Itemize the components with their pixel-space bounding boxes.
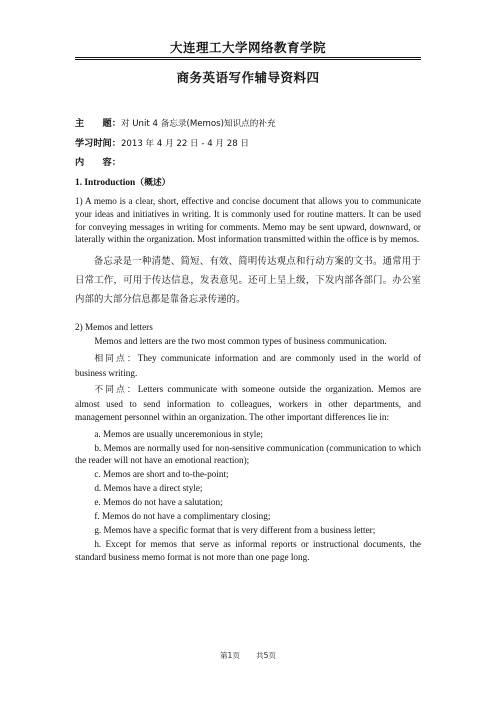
document-body — [75, 118, 421, 565]
list-item: d. Memos have a direct style; — [94, 483, 203, 494]
topic-label: 主 题： — [75, 118, 121, 129]
differences-list — [75, 428, 421, 564]
topic-value: 对 Unit 4 备忘录(Memos)知识点的补充 — [120, 119, 276, 129]
list-item: e. Memos do not have a salutation; — [94, 497, 223, 508]
study-time-value: 2013 年 4 月 22 日 - 4 月 28 日 — [120, 138, 250, 149]
similarities-text: They communicate information and are commonly used in the world of business writing. — [75, 352, 421, 378]
document-title: 商务英语写作辅导资料四 — [176, 70, 320, 85]
page-footer — [0, 650, 496, 661]
differences-paragraph — [75, 383, 421, 425]
content-row — [75, 157, 421, 170]
header-rule — [75, 57, 421, 58]
list-item: g. Memos have a specific format that is very different from a business letter; — [94, 525, 376, 536]
similarities-paragraph — [75, 352, 421, 380]
content-label: 内 容： — [75, 157, 121, 169]
page-number: 第1页 — [219, 651, 240, 660]
study-time-label: 学习时间： — [75, 137, 121, 149]
differences-label: 不同点： — [94, 385, 138, 396]
topic-row — [75, 118, 421, 131]
memo-definition-paragraph: 1) A memo is a clear, short, effective and concise document that allows you to communicate your ideas and initiatives in writing. It is commonly used for routine matters. It can be used for conveying messages in writing for comments. Memo may be sent upward, downward, or laterally within the organization. Most information transmitted within the office is by memos. — [75, 196, 421, 245]
memos-letters-intro: Memos and letters are the two most common types of business communication. — [94, 336, 387, 347]
list-item: a. Memos are usually unceremonious in style; — [94, 428, 263, 439]
list-item: f. Memos do not have a complimentary closing; — [94, 511, 271, 522]
similarities-label: 相同点： — [94, 353, 138, 364]
section-heading-en: 1. Introduction — [75, 177, 136, 188]
section-heading-zh: （概述） — [135, 177, 171, 188]
school-header: 大连理工大学网络教育学院 — [169, 40, 326, 55]
section-heading-introduction — [75, 177, 421, 190]
page-total: 共5页 — [256, 651, 277, 660]
memos-and-letters-heading: 2) Memos and letters — [75, 321, 153, 332]
differences-text: Letters communicate with someone outside the organization. Memos are almost used to send information to colleagues, workers in other departments, and management personnel within an organization. The other important differences lie in: — [75, 384, 421, 423]
list-item: h. Except for memos that serve as informal reports or instructional documents, the standard business memo format is not more than one page long. — [75, 539, 421, 562]
list-item: c. Memos are short and to-the-point; — [94, 469, 229, 480]
study-time-row — [75, 138, 421, 151]
list-item: b. Memos are normally used for non-sensitive communication (communication to which the reader will not have an emotional reaction); — [75, 442, 421, 466]
memo-definition-chinese: 备忘录是一种清楚、简短、有效、简明传达观点和行动方案的文书。通常用于日常工作，可用于传达信息，发表意见。还可上呈上级，下发内部各部门。办公室内部的大部分信息都是靠备忘录传递的。 — [75, 255, 421, 305]
header-rule-thin — [75, 59, 421, 60]
